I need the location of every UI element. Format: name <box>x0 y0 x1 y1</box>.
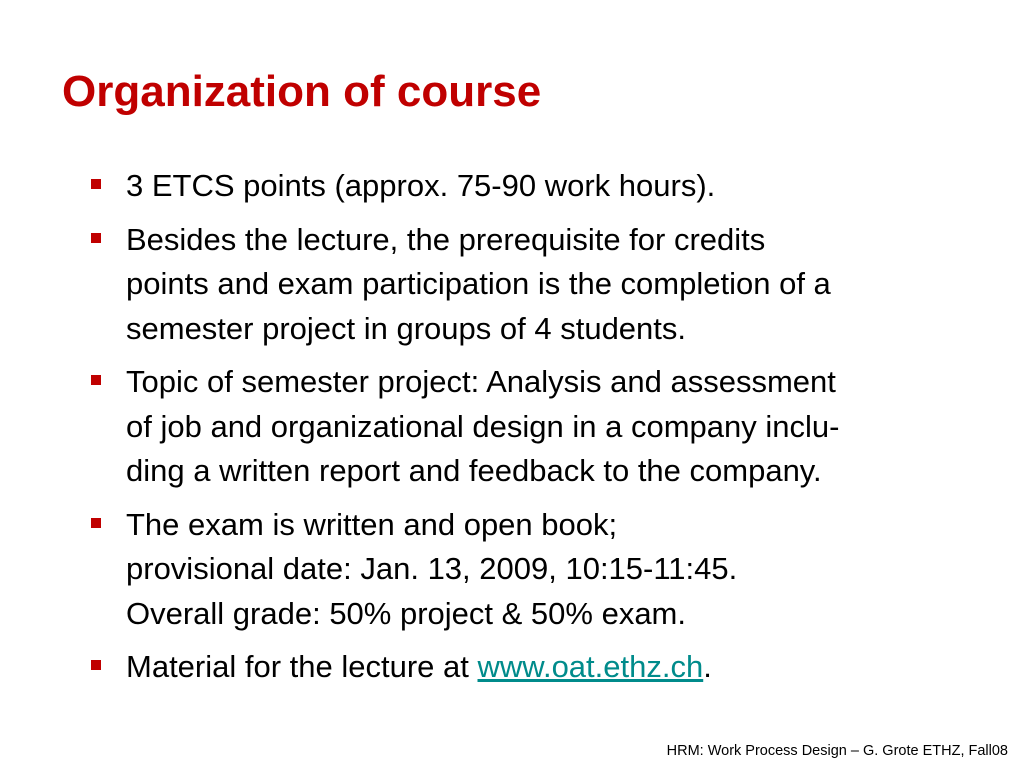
bullet-line: 3 ETCS points (approx. 75-90 work hours). <box>126 168 716 203</box>
square-bullet-icon <box>91 660 101 670</box>
bullet-line: The exam is written and open book; <box>126 506 618 542</box>
bullet-line <box>126 645 998 690</box>
bullet-item-credits <box>88 164 998 209</box>
bullet-item-material <box>88 645 998 690</box>
bullet-line: Overall grade: 50% project & 50% exam. <box>126 595 686 631</box>
bullet-line: ding a written report and feedback to the company. <box>126 453 822 488</box>
bullet-line: points and exam participation is the completion of a <box>126 266 831 301</box>
bullet-line: semester project in groups of 4 students. <box>126 310 687 346</box>
bullet-list <box>88 164 998 699</box>
slide-footer: HRM: Work Process Design – G. Grote ETHZ, Fall08 <box>666 743 1008 759</box>
bullet-item-topic <box>88 360 998 494</box>
square-bullet-icon <box>91 375 101 385</box>
bullet-line: Topic of semester project: Analysis and assessment <box>126 364 836 399</box>
material-suffix: . <box>703 649 712 684</box>
slide-title: Organization of course <box>62 67 542 116</box>
square-bullet-icon <box>91 518 101 528</box>
bullet-item-exam <box>88 503 998 637</box>
bullet-line: Besides the lecture, the prerequisite for credits <box>126 221 766 257</box>
bullet-line: provisional date: Jan. 13, 2009, 10:15-11:45. <box>126 551 738 586</box>
bullet-line: of job and organizational design in a company inclu- <box>126 408 840 444</box>
bullet-item-prerequisite <box>88 218 998 352</box>
material-text: Material for the lecture at <box>126 649 478 684</box>
course-website-link[interactable]: www.oat.ethz.ch <box>477 649 704 684</box>
square-bullet-icon <box>91 179 101 189</box>
square-bullet-icon <box>91 233 101 243</box>
